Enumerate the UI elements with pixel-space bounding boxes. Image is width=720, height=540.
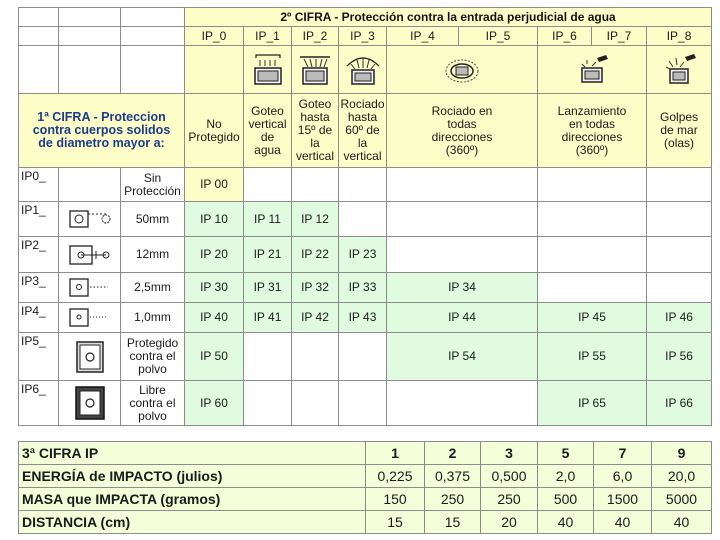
water-code-4: IP_4 xyxy=(387,27,459,46)
water-code-5: IP_5 xyxy=(459,27,538,46)
water-code-1: IP_1 xyxy=(244,27,292,46)
ip-cell-2-2: IP 22 xyxy=(292,237,339,273)
solids-desc-0: Sin Protección xyxy=(121,168,185,202)
solids-icon-cell-4 xyxy=(59,303,121,333)
water-icon-cell-5 xyxy=(538,46,647,94)
impact-table xyxy=(18,441,712,534)
solids-code-6: IP6_ xyxy=(19,381,59,426)
blank-cell xyxy=(59,46,121,94)
ip-cell-6-0: IP 60 xyxy=(185,381,244,426)
powerful-jet-icon xyxy=(659,52,699,88)
ip-cell-0-2 xyxy=(292,168,339,202)
solids-code-4: IP4_ xyxy=(19,303,59,333)
ip-cell-2-5 xyxy=(538,237,647,273)
water-icon-cell-4 xyxy=(387,46,538,94)
solids-icon-cell-0 xyxy=(59,168,121,202)
impact-mass-value: 150 xyxy=(366,488,425,511)
water-icon-cell-2 xyxy=(292,46,339,94)
ip-cell-4-6: IP 46 xyxy=(647,303,712,333)
water-desc-4: Rociado en todas direcciones (360º) xyxy=(387,94,538,168)
blank-cell xyxy=(59,8,121,27)
impact-energy-value: 0,375 xyxy=(425,465,481,488)
solids-title-line: 1ª CIFRA - Proteccion xyxy=(37,110,166,124)
water-desc-3: Rociado hasta 60º de la vertical xyxy=(339,94,387,168)
water-code-2: IP_2 xyxy=(292,27,339,46)
impact-energy-value: 0,500 xyxy=(481,465,538,488)
water-icon-cell-6 xyxy=(647,46,712,94)
impact-mass-value: 250 xyxy=(481,488,538,511)
solids-desc-3: 2,5mm xyxy=(121,273,185,303)
blank-cell xyxy=(121,46,185,94)
probe-2-5mm-icon xyxy=(66,276,114,300)
solids-desc-1: 50mm xyxy=(121,202,185,237)
ip-cell-2-6 xyxy=(647,237,712,273)
ip-cell-2-3: IP 23 xyxy=(339,237,387,273)
blank-cell xyxy=(59,27,121,46)
tilted-drip-icon xyxy=(295,52,335,88)
finger-probe-12mm-icon xyxy=(66,241,114,269)
solids-code-1: IP1_ xyxy=(19,202,59,237)
water-desc-2: Goteo hasta 15º de la vertical xyxy=(292,94,339,168)
impact-energy-value: 0,225 xyxy=(366,465,425,488)
solids-code-3: IP3_ xyxy=(19,273,59,303)
ip-cell-6-1 xyxy=(244,381,292,426)
solids-desc-5: Protegido contra el polvo xyxy=(121,333,185,381)
ip-cell-0-4 xyxy=(387,168,538,202)
ip-cell-1-2: IP 12 xyxy=(292,202,339,237)
solids-title-line: contra cuerpos solidos xyxy=(32,123,171,137)
ip-cell-1-0: IP 10 xyxy=(185,202,244,237)
solids-desc-6: Libre contra el polvo xyxy=(121,381,185,426)
sphere-probe-50mm-icon xyxy=(66,206,114,232)
impact-mass-value: 250 xyxy=(425,488,481,511)
impact-distance-value: 40 xyxy=(538,511,594,534)
ip-cell-5-2 xyxy=(292,333,339,381)
water-code-7: IP_7 xyxy=(592,27,647,46)
solids-code-5: IP5_ xyxy=(19,333,59,381)
water-code-8: IP_8 xyxy=(647,27,712,46)
solids-icon-cell-3 xyxy=(59,273,121,303)
dust-protected-icon xyxy=(70,337,110,377)
ip-cell-5-0: IP 50 xyxy=(185,333,244,381)
water-desc-1: Goteo vertical de agua xyxy=(244,94,292,168)
water-code-3: IP_3 xyxy=(339,27,387,46)
ip-cell-2-1: IP 21 xyxy=(244,237,292,273)
vertical-drip-icon xyxy=(248,52,288,88)
ip-cell-5-6: IP 56 xyxy=(647,333,712,381)
ip-cell-4-1: IP 41 xyxy=(244,303,292,333)
water-icon-cell-0 xyxy=(185,46,244,94)
ip-cell-3-6 xyxy=(647,273,712,303)
impact-code-7: 7 xyxy=(594,442,652,465)
ip-cell-3-4: IP 34 xyxy=(387,273,538,303)
ip-cell-1-5 xyxy=(538,202,647,237)
solids-icon-cell-2 xyxy=(59,237,121,273)
ip-cell-5-3 xyxy=(339,333,387,381)
water-icon-cell-3 xyxy=(339,46,387,94)
splash-all-directions-icon xyxy=(442,52,482,88)
impact-distance-value: 20 xyxy=(481,511,538,534)
ip-cell-6-4 xyxy=(387,381,538,426)
impact-distance-value: 15 xyxy=(425,511,481,534)
ip-cell-6-6: IP 66 xyxy=(647,381,712,426)
ip-cell-4-3: IP 43 xyxy=(339,303,387,333)
ip-cell-2-4 xyxy=(387,237,538,273)
water-jet-icon xyxy=(572,52,612,88)
impact-energy-value: 2,0 xyxy=(538,465,594,488)
solids-desc-2: 12mm xyxy=(121,237,185,273)
ip-cell-5-1 xyxy=(244,333,292,381)
impact-code-9: 9 xyxy=(652,442,712,465)
solids-icon-cell-5 xyxy=(59,333,121,381)
impact-energy-value: 20,0 xyxy=(652,465,712,488)
probe-1mm-icon xyxy=(66,306,114,330)
impact-energy-label: ENERGÍA de IMPACTO (julios) xyxy=(19,465,366,488)
ip-cell-0-3 xyxy=(339,168,387,202)
ip-cell-0-1 xyxy=(244,168,292,202)
ip-cell-5-5: IP 55 xyxy=(538,333,647,381)
impact-distance-label: DISTANCIA (cm) xyxy=(19,511,366,534)
water-icon-cell-1 xyxy=(244,46,292,94)
blank-cell xyxy=(121,8,185,27)
solids-code-0: IP0_ xyxy=(19,168,59,202)
blank-cell xyxy=(19,27,59,46)
impact-distance-value: 40 xyxy=(652,511,712,534)
ip-cell-4-0: IP 40 xyxy=(185,303,244,333)
spray-icon xyxy=(343,52,383,88)
ip-cell-3-3: IP 33 xyxy=(339,273,387,303)
impact-header-label: 3ª CIFRA IP xyxy=(19,442,366,465)
solids-icon-cell-1 xyxy=(59,202,121,237)
water-code-0: IP_0 xyxy=(185,27,244,46)
ip-cell-0-0: IP 00 xyxy=(185,168,244,202)
impact-distance-value: 40 xyxy=(594,511,652,534)
ip-cell-6-5: IP 65 xyxy=(538,381,647,426)
ip-cell-1-6 xyxy=(647,202,712,237)
water-desc-5: Lanzamiento en todas direcciones (360º) xyxy=(538,94,647,168)
solids-code-2: IP2_ xyxy=(19,237,59,273)
ip-cell-5-4: IP 54 xyxy=(387,333,538,381)
solids-protection-title xyxy=(19,94,185,168)
impact-mass-value: 5000 xyxy=(652,488,712,511)
ip-cell-2-0: IP 20 xyxy=(185,237,244,273)
impact-mass-label: MASA que IMPACTA (gramos) xyxy=(19,488,366,511)
impact-code-1: 1 xyxy=(366,442,425,465)
ip-cell-4-2: IP 42 xyxy=(292,303,339,333)
impact-energy-value: 6,0 xyxy=(594,465,652,488)
impact-mass-value: 500 xyxy=(538,488,594,511)
ip-cell-0-5 xyxy=(538,168,647,202)
solids-icon-cell-6 xyxy=(59,381,121,426)
ip-cell-4-5: IP 45 xyxy=(538,303,647,333)
ip-cell-0-6 xyxy=(647,168,712,202)
water-code-6: IP_6 xyxy=(538,27,592,46)
dust-tight-icon xyxy=(70,383,110,423)
impact-code-2: 2 xyxy=(425,442,481,465)
water-desc-6: Golpes de mar (olas) xyxy=(647,94,712,168)
water-protection-title: 2º CIFRA - Protección contra la entrada perjudicial de agua xyxy=(185,8,712,27)
ip-cell-6-3 xyxy=(339,381,387,426)
ip-cell-1-3 xyxy=(339,202,387,237)
impact-code-3: 3 xyxy=(481,442,538,465)
blank-cell xyxy=(19,8,59,27)
blank-cell xyxy=(121,27,185,46)
blank-cell xyxy=(19,46,59,94)
ip-cell-3-0: IP 30 xyxy=(185,273,244,303)
ip-cell-3-5 xyxy=(538,273,647,303)
ip-cell-3-2: IP 32 xyxy=(292,273,339,303)
impact-distance-value: 15 xyxy=(366,511,425,534)
impact-code-5: 5 xyxy=(538,442,594,465)
solids-title-line: de diametro mayor a: xyxy=(38,136,165,150)
ip-cell-1-1: IP 11 xyxy=(244,202,292,237)
ip-cell-6-2 xyxy=(292,381,339,426)
ip-cell-4-4: IP 44 xyxy=(387,303,538,333)
impact-mass-value: 1500 xyxy=(594,488,652,511)
solids-desc-4: 1,0mm xyxy=(121,303,185,333)
ip-cell-3-1: IP 31 xyxy=(244,273,292,303)
ip-cell-1-4 xyxy=(387,202,538,237)
ip-code-table xyxy=(18,7,712,426)
water-desc-0: No Protegido xyxy=(185,94,244,168)
